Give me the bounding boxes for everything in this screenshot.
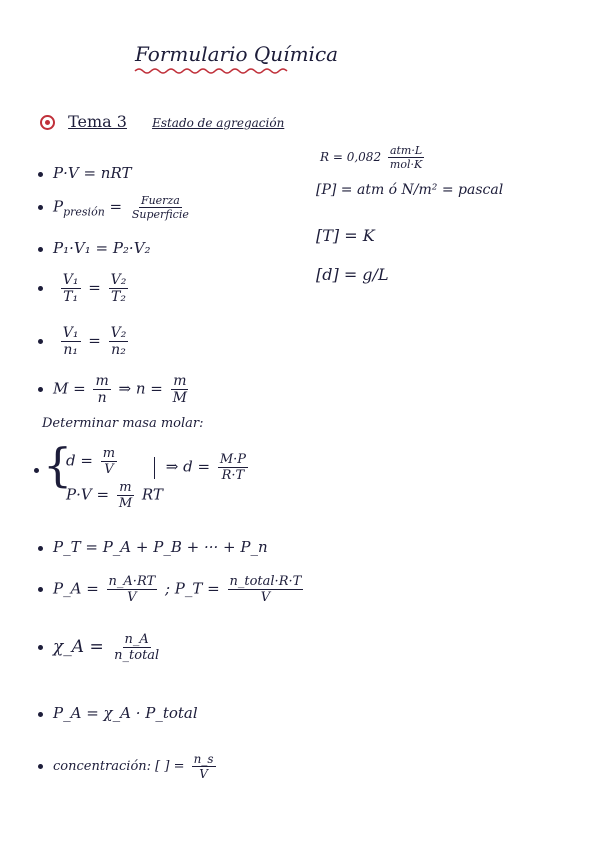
formula-mole-fraction: χ_A = $\frac{n\_A}{\text{n\_total}}$ [38, 632, 164, 663]
fraction: $\frac{m}{M}$ [172, 373, 188, 406]
fraction: $\frac{\text{V₁}}{\text{n₁}}$ [62, 325, 79, 358]
fraction: $\frac{\text{n\_total·R·T}}{V}$ [229, 574, 302, 605]
formula-partial-total: P_A = χ_A · P_total [38, 704, 198, 722]
density-units: [d] = g/L [316, 265, 389, 284]
title-underline [133, 66, 291, 76]
temperature-units: [T] = K [316, 226, 375, 245]
bullet [38, 387, 43, 392]
formula-charles: $\frac{\text{V₁}}{\text{T₁}}$ = $\frac{\text{V₂}}{\text{T₂}}$ [38, 272, 131, 305]
fraction: $\frac{\text{V₂}}{\text{T₂}}$ [110, 272, 127, 305]
bullet [38, 205, 43, 210]
system-line-1: d = $\frac{m}{V}$ [66, 446, 116, 477]
gas-constant: R = 0,082 $\frac{\text{atm·L}}{\text{mol·K}}$ [320, 144, 423, 171]
divider [154, 457, 155, 479]
topic-subtitle: Estado de agregación [152, 116, 285, 130]
bullet [38, 712, 43, 717]
fraction: $\frac{\text{Fuerza}}{\text{Superficie}}$ [131, 194, 189, 221]
system-result: ⇒ d = $\frac{M\cdot P}{R\cdot T}$ [148, 452, 251, 483]
bullet [38, 645, 43, 650]
left-brace: { [43, 438, 73, 492]
fraction: $\frac{m}{M}$ [118, 480, 133, 511]
formula-ideal-gas: P·V = nRT [38, 164, 132, 182]
fraction: $\frac{\text{V₂}}{\text{n₂}}$ [110, 325, 127, 358]
fraction: $\frac{n\_s}{V}$ [193, 752, 214, 781]
formula-partial-pressure: P_A = $\frac{n\_A\cdot RT}{V}$ ; P_T = $\frac{\text{n\_total·R·T}}{V}$ [38, 574, 306, 605]
fraction: $\frac{m}{n}$ [95, 373, 109, 406]
topic-heading [40, 112, 284, 131]
formula-molar-mass: M = $\frac{m}{n}$ ⇒ n = $\frac{m}{M}$ [38, 373, 192, 406]
fraction: $\frac{m}{V}$ [102, 446, 116, 477]
bullet [38, 587, 43, 592]
fraction: $\frac{n\_A\cdot RT}{V}$ [108, 574, 156, 605]
formula-dalton: P_T = P_A + P_B + ··· + P_n [38, 538, 268, 556]
masa-molar-heading: Determinar masa molar: [42, 416, 204, 431]
bullet [38, 286, 43, 291]
topic-label: Tema 3 [68, 112, 127, 131]
target-icon [40, 115, 55, 130]
fraction: $\frac{n\_A}{\text{n\_total}}$ [114, 632, 160, 663]
system-line-2: P·V = $\frac{m}{M}$ RT [66, 480, 163, 511]
bullet [38, 546, 43, 551]
fraction: $\frac{M\cdot P}{R\cdot T}$ [219, 452, 247, 483]
page-title: Formulario Química [135, 42, 339, 66]
bullet [38, 764, 43, 769]
bullet [34, 468, 39, 473]
fraction: $\frac{\text{V₁}}{\text{T₁}}$ [62, 272, 79, 305]
formula-concentration: concentración: [ ] = $\frac{n\_s}{V}$ [38, 752, 219, 781]
fraction: $\frac{\text{atm·L}}{\text{mol·K}}$ [389, 144, 423, 171]
formula-pressure: $P_{presión}$ = $\frac{\text{Fuerza}}{\text{Superficie}}$ [38, 194, 194, 221]
formula-boyle: P₁·V₁ = P₂·V₂ [38, 239, 151, 257]
bullet [38, 172, 43, 177]
bullet [38, 339, 43, 344]
bullet [38, 247, 43, 252]
formula-avogadro: $\frac{\text{V₁}}{\text{n₁}}$ = $\frac{\text{V₂}}{\text{n₂}}$ [38, 325, 131, 358]
pressure-units: [P] = atm ó N/m² = pascal [316, 182, 504, 198]
